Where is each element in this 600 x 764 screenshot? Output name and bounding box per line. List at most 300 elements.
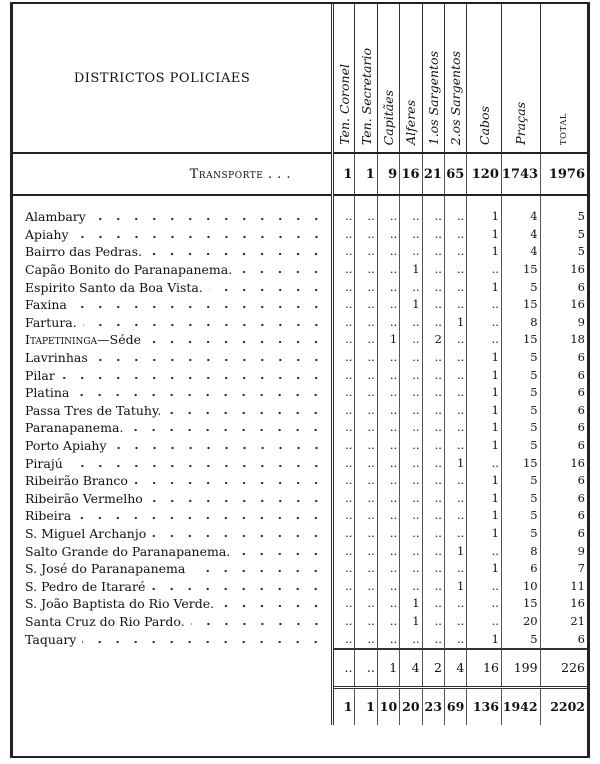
cell-total: 16 <box>540 261 587 279</box>
table-row <box>13 226 587 244</box>
cell-cabos: 1 <box>467 226 502 244</box>
cell-primeiros-sargentos: .. <box>422 490 444 508</box>
district-name <box>25 578 145 595</box>
cell-pracas: 5 <box>501 278 540 296</box>
cell-capitaes: 1 <box>377 331 399 349</box>
district-name-text: S. Miguel Archanjo <box>25 525 147 541</box>
cell-segundos-sargentos: .. <box>444 331 466 349</box>
cell-segundos-sargentos: 1 <box>444 314 466 332</box>
cell-primeiros-sargentos: .. <box>422 384 444 402</box>
police-districts-table-page <box>10 2 590 758</box>
cell-pracas: 15 <box>501 454 540 472</box>
district-name-cell <box>13 349 333 367</box>
column-header-capitaes <box>377 4 399 153</box>
cell-pracas: 4 <box>501 208 540 226</box>
table-row <box>13 630 587 649</box>
cell-segundos-sargentos: .. <box>444 278 466 296</box>
subtotal-row <box>13 649 587 688</box>
cell-segundos-sargentos: 1 <box>444 542 466 560</box>
cell-total: 5 <box>540 243 587 261</box>
table-row <box>13 507 587 525</box>
cell-capitaes: 9 <box>377 153 399 195</box>
cell-primeiros-sargentos: .. <box>422 630 444 649</box>
district-name-cell <box>13 331 333 349</box>
cell-ten-secretario: .. <box>355 525 377 543</box>
cell-ten-coronel: .. <box>333 331 355 349</box>
cell-segundos-sargentos: .. <box>444 349 466 367</box>
cell-cabos: .. <box>467 613 502 631</box>
district-name-text: Alambary <box>25 209 86 225</box>
table-row <box>13 384 587 402</box>
cell-ten-coronel: .. <box>333 226 355 244</box>
cell-ten-coronel: 1 <box>333 153 355 195</box>
cell-segundos-sargentos: .. <box>444 525 466 543</box>
cell-ten-coronel: .. <box>333 349 355 367</box>
district-name-text: Lavrinhas <box>25 350 88 366</box>
district-name-cell <box>13 208 333 226</box>
district-name-text: —Séde <box>97 332 142 348</box>
cell-capitaes: .. <box>377 349 399 367</box>
cell-ten-coronel: .. <box>333 278 355 296</box>
dot-leader <box>94 358 325 362</box>
table-row <box>13 278 587 296</box>
cell-capitaes: .. <box>377 226 399 244</box>
cell-alferes: .. <box>400 472 422 490</box>
cell-alferes: 1 <box>400 261 422 279</box>
cell-capitaes: .. <box>377 437 399 455</box>
district-name-text: S. João Baptista do Rio Verde. <box>25 596 215 612</box>
district-name-cell <box>13 472 333 490</box>
cell-cabos: 1 <box>467 630 502 649</box>
dot-leader <box>152 534 325 538</box>
column-header-alferes <box>400 4 422 153</box>
cell-pracas: 5 <box>501 507 540 525</box>
cell-pracas: 5 <box>501 402 540 420</box>
cell-capitaes: .. <box>377 384 399 402</box>
cell-capitaes: .. <box>377 595 399 613</box>
cell-ten-secretario: .. <box>355 490 377 508</box>
cell-pracas: 199 <box>501 649 540 688</box>
cell-ten-coronel: .. <box>333 402 355 420</box>
district-name <box>25 437 107 454</box>
dot-leader <box>92 217 325 221</box>
district-name-text: Espirito Santo da Boa Vista. <box>25 279 203 295</box>
cell-cabos: 1 <box>467 243 502 261</box>
district-name <box>25 208 86 225</box>
cell-cabos: 16 <box>467 649 502 688</box>
cell-pracas: 4 <box>501 243 540 261</box>
cell-segundos-sargentos: 4 <box>444 649 466 688</box>
table-row <box>13 331 587 349</box>
cell-segundos-sargentos: 1 <box>444 577 466 595</box>
dot-leader <box>220 604 325 608</box>
cell-ten-coronel: .. <box>333 577 355 595</box>
cell-alferes: 16 <box>400 153 422 195</box>
column-header-pracas <box>501 4 540 153</box>
cell-ten-coronel: .. <box>333 208 355 226</box>
district-name-text: Passa Tres de Tatuhy. <box>25 402 162 418</box>
cell-pracas: 15 <box>501 331 540 349</box>
cell-capitaes: .. <box>377 577 399 595</box>
cell-primeiros-sargentos: .. <box>422 278 444 296</box>
district-name-text: S. José do Paranapanema <box>25 561 186 577</box>
cell-capitaes: .. <box>377 542 399 560</box>
cell-capitaes: .. <box>377 419 399 437</box>
column-header-label: Praças <box>513 102 529 145</box>
cell-capitaes: .. <box>377 278 399 296</box>
cell-alferes: 20 <box>400 687 422 725</box>
cell-ten-coronel: .. <box>333 261 355 279</box>
cell-segundos-sargentos: .. <box>444 613 466 631</box>
cell-cabos: .. <box>467 314 502 332</box>
dot-leader <box>61 376 325 380</box>
cell-capitaes: .. <box>377 630 399 649</box>
cell-pracas: 20 <box>501 613 540 631</box>
cell-primeiros-sargentos: .. <box>422 349 444 367</box>
cell-capitaes: 10 <box>377 687 399 725</box>
district-name-cell <box>13 402 333 420</box>
cell-ten-secretario: .. <box>355 542 377 560</box>
table-row <box>13 595 587 613</box>
cell-segundos-sargentos: .. <box>444 384 466 402</box>
cell-total: 6 <box>540 419 587 437</box>
cell-ten-secretario: .. <box>355 243 377 261</box>
cell-ten-secretario: 1 <box>355 153 377 195</box>
cell-total: 6 <box>540 507 587 525</box>
dot-leader <box>148 252 325 256</box>
cell-total: 7 <box>540 560 587 578</box>
cell-total: 16 <box>540 296 587 314</box>
cell-cabos: 1 <box>467 472 502 490</box>
district-name-text: S. Pedro de Itararé <box>25 578 146 594</box>
cell-alferes: .. <box>400 490 422 508</box>
cell-cabos: 1 <box>467 560 502 578</box>
cell-alferes: .. <box>400 331 422 349</box>
cell-ten-coronel: .. <box>333 366 355 384</box>
cell-total: 16 <box>540 454 587 472</box>
district-name-text: Bairro das Pedras. <box>25 244 142 260</box>
cell-cabos: 136 <box>467 687 502 725</box>
table-row <box>13 525 587 543</box>
dot-leader <box>83 323 325 327</box>
district-name-cell <box>13 630 333 649</box>
cell-cabos: 1 <box>467 437 502 455</box>
column-header-cabos <box>467 4 502 153</box>
cell-ten-secretario: .. <box>355 208 377 226</box>
district-name-text: Ribeira <box>25 508 72 524</box>
cell-cabos: 1 <box>467 208 502 226</box>
cell-cabos: .. <box>467 595 502 613</box>
cell-alferes: .. <box>400 630 422 649</box>
cell-capitaes: .. <box>377 507 399 525</box>
table-row <box>13 349 587 367</box>
cell-pracas: 5 <box>501 366 540 384</box>
cell-ten-secretario: .. <box>355 454 377 472</box>
cell-ten-coronel: .. <box>333 649 355 688</box>
cell-ten-secretario: .. <box>355 560 377 578</box>
cell-capitaes: .. <box>377 560 399 578</box>
cell-segundos-sargentos: 69 <box>444 687 466 725</box>
cell-ten-secretario: .. <box>355 595 377 613</box>
dot-leader <box>238 270 325 274</box>
cell-pracas: 5 <box>501 490 540 508</box>
cell-total: 6 <box>540 472 587 490</box>
district-name-cell <box>13 577 333 595</box>
cell-primeiros-sargentos: 2 <box>422 649 444 688</box>
cell-ten-secretario: .. <box>355 349 377 367</box>
table-row <box>13 613 587 631</box>
cell-ten-secretario: .. <box>355 384 377 402</box>
cell-alferes: .. <box>400 560 422 578</box>
district-name <box>25 560 185 577</box>
cell-alferes: .. <box>400 349 422 367</box>
cell-primeiros-sargentos: .. <box>422 560 444 578</box>
cell-capitaes: 1 <box>377 649 399 688</box>
table-row <box>13 472 587 490</box>
cell-cabos: .. <box>467 296 502 314</box>
cell-alferes: .. <box>400 507 422 525</box>
cell-alferes: .. <box>400 577 422 595</box>
cell-ten-secretario: .. <box>355 419 377 437</box>
district-name-text: Ribeirão Vermelho <box>25 490 143 506</box>
cell-alferes: .. <box>400 402 422 420</box>
table-row <box>13 208 587 226</box>
cell-capitaes: .. <box>377 490 399 508</box>
district-name <box>25 631 76 648</box>
cell-total: 1976 <box>540 153 587 195</box>
cell-capitaes: .. <box>377 261 399 279</box>
cell-pracas: 8 <box>501 542 540 560</box>
cell-capitaes: .. <box>377 208 399 226</box>
cell-total: 11 <box>540 577 587 595</box>
district-name-text: Platina <box>25 385 70 401</box>
table-row <box>13 437 587 455</box>
cell-ten-secretario: .. <box>355 507 377 525</box>
cell-primeiros-sargentos: .. <box>422 595 444 613</box>
district-name <box>25 543 230 560</box>
cell-primeiros-sargentos: .. <box>422 542 444 560</box>
cell-primeiros-sargentos: 23 <box>422 687 444 725</box>
cell-cabos: .. <box>467 577 502 595</box>
cell-total: 6 <box>540 278 587 296</box>
district-name-cell <box>13 454 333 472</box>
cell-segundos-sargentos: .. <box>444 560 466 578</box>
cell-capitaes: .. <box>377 366 399 384</box>
cell-pracas: 1743 <box>501 153 540 195</box>
cell-cabos: 1 <box>467 366 502 384</box>
cell-pracas: 6 <box>501 560 540 578</box>
cell-ten-secretario: .. <box>355 366 377 384</box>
empty-label-cell <box>13 687 333 725</box>
district-name-prefix: Itapetininga <box>25 332 98 348</box>
cell-alferes: 1 <box>400 296 422 314</box>
district-name-cell <box>13 542 333 560</box>
district-name <box>25 525 146 542</box>
cell-pracas: 5 <box>501 384 540 402</box>
cell-ten-secretario: .. <box>355 261 377 279</box>
cell-total: 18 <box>540 331 587 349</box>
dot-leader <box>147 340 325 344</box>
cell-primeiros-sargentos: .. <box>422 472 444 490</box>
table-row <box>13 419 587 437</box>
cell-primeiros-sargentos: .. <box>422 226 444 244</box>
cell-total: 2202 <box>540 687 587 725</box>
dot-leader <box>191 569 325 573</box>
cell-total: 226 <box>540 649 587 688</box>
cell-capitaes: .. <box>377 525 399 543</box>
cell-ten-coronel: .. <box>333 384 355 402</box>
cell-pracas: 4 <box>501 226 540 244</box>
cell-alferes: .. <box>400 454 422 472</box>
district-name-text: Santa Cruz do Rio Pardo. <box>25 613 185 629</box>
cell-total: 9 <box>540 542 587 560</box>
cell-segundos-sargentos: 1 <box>444 454 466 472</box>
column-header-label: Capitães <box>381 89 396 145</box>
cell-ten-coronel: .. <box>333 507 355 525</box>
cell-primeiros-sargentos: 21 <box>422 153 444 195</box>
cell-alferes: .. <box>400 419 422 437</box>
table-row <box>13 577 587 595</box>
district-name <box>25 507 71 524</box>
cell-pracas: 5 <box>501 525 540 543</box>
district-name-cell <box>13 384 333 402</box>
transporte-row <box>13 153 587 195</box>
district-name-text: Salto Grande do Paranapanema. <box>25 543 231 559</box>
dot-leader <box>77 516 325 520</box>
cell-pracas: 15 <box>501 595 540 613</box>
cell-pracas: 5 <box>501 630 540 649</box>
cell-primeiros-sargentos: .. <box>422 243 444 261</box>
cell-alferes: .. <box>400 542 422 560</box>
spacer-row <box>13 195 587 208</box>
cell-pracas: 10 <box>501 577 540 595</box>
cell-cabos: 1 <box>467 419 502 437</box>
cell-pracas: 15 <box>501 261 540 279</box>
table-row <box>13 402 587 420</box>
cell-primeiros-sargentos: .. <box>422 366 444 384</box>
cell-capitaes: .. <box>377 454 399 472</box>
cell-pracas: 5 <box>501 349 540 367</box>
cell-alferes: .. <box>400 226 422 244</box>
column-header-label: Alferes <box>403 100 419 145</box>
cell-ten-secretario: .. <box>355 649 377 688</box>
district-name-text: Paranapanema. <box>25 420 124 436</box>
district-name-cell <box>13 525 333 543</box>
column-header-label: TOTAL <box>558 112 569 145</box>
column-header-primeiros-sargentos <box>422 4 444 153</box>
district-name-cell <box>13 366 333 384</box>
cell-segundos-sargentos: .. <box>444 261 466 279</box>
transporte-label: Transporte . . . <box>13 153 333 195</box>
cell-cabos: 1 <box>467 507 502 525</box>
district-name-cell <box>13 314 333 332</box>
district-name <box>25 367 55 384</box>
district-name <box>25 314 77 331</box>
cell-alferes: .. <box>400 437 422 455</box>
district-name <box>25 472 128 489</box>
cell-ten-coronel: .. <box>333 314 355 332</box>
cell-cabos: 1 <box>467 384 502 402</box>
district-name-text: Apiahy <box>25 226 69 242</box>
cell-total: 6 <box>540 402 587 420</box>
cell-total: 6 <box>540 437 587 455</box>
column-header-label: 1.os Sargentos <box>425 50 441 145</box>
cell-primeiros-sargentos: .. <box>422 437 444 455</box>
dot-leader <box>69 464 325 468</box>
district-name <box>25 349 88 366</box>
cell-primeiros-sargentos: .. <box>422 454 444 472</box>
cell-cabos: 1 <box>467 278 502 296</box>
district-name <box>25 402 161 419</box>
cell-pracas: 1942 <box>501 687 540 725</box>
district-name-text: Taquary <box>25 632 77 648</box>
column-header-districts: DISTRICTOS POLICIAES <box>13 4 333 153</box>
cell-alferes: .. <box>400 525 422 543</box>
cell-pracas: 8 <box>501 314 540 332</box>
cell-total: 5 <box>540 208 587 226</box>
district-name-text: Pilar <box>25 367 55 383</box>
cell-ten-secretario: .. <box>355 402 377 420</box>
district-name-text: Ribeirão Branco <box>25 473 128 489</box>
cell-ten-coronel: .. <box>333 560 355 578</box>
cell-total: 6 <box>540 349 587 367</box>
dot-leader <box>129 428 325 432</box>
district-name <box>25 613 185 630</box>
cell-capitaes: .. <box>377 613 399 631</box>
cell-cabos: 1 <box>467 490 502 508</box>
district-name <box>25 331 141 348</box>
cell-primeiros-sargentos: .. <box>422 613 444 631</box>
cell-alferes: .. <box>400 208 422 226</box>
cell-total: 5 <box>540 226 587 244</box>
cell-alferes: 1 <box>400 613 422 631</box>
cell-primeiros-sargentos: .. <box>422 296 444 314</box>
cell-total: 6 <box>540 525 587 543</box>
dot-leader <box>75 235 325 239</box>
district-name <box>25 296 67 313</box>
cell-ten-secretario: .. <box>355 314 377 332</box>
district-name-cell <box>13 613 333 631</box>
cell-segundos-sargentos: .. <box>444 226 466 244</box>
cell-ten-coronel: 1 <box>333 687 355 725</box>
dot-leader <box>151 587 325 591</box>
dot-leader <box>191 622 325 626</box>
dot-leader <box>149 499 325 503</box>
cell-cabos: 120 <box>467 153 502 195</box>
cell-segundos-sargentos: .. <box>444 366 466 384</box>
cell-cabos: 1 <box>467 402 502 420</box>
district-name-cell <box>13 419 333 437</box>
cell-capitaes: .. <box>377 472 399 490</box>
district-name-text: Capão Bonito do Paranapanema. <box>25 262 233 278</box>
table-row <box>13 490 587 508</box>
dot-leader <box>236 552 325 556</box>
cell-ten-secretario: .. <box>355 472 377 490</box>
table-row <box>13 542 587 560</box>
cell-ten-secretario: .. <box>355 296 377 314</box>
cell-primeiros-sargentos: .. <box>422 419 444 437</box>
cell-ten-secretario: .. <box>355 331 377 349</box>
district-name-cell <box>13 243 333 261</box>
cell-alferes: 4 <box>400 649 422 688</box>
district-name-cell <box>13 261 333 279</box>
police-districts-table <box>13 4 587 725</box>
dot-leader <box>167 411 325 415</box>
cell-ten-coronel: .. <box>333 525 355 543</box>
cell-total: 16 <box>540 595 587 613</box>
column-header-total <box>540 4 587 153</box>
column-header-ten-coronel <box>333 4 355 153</box>
